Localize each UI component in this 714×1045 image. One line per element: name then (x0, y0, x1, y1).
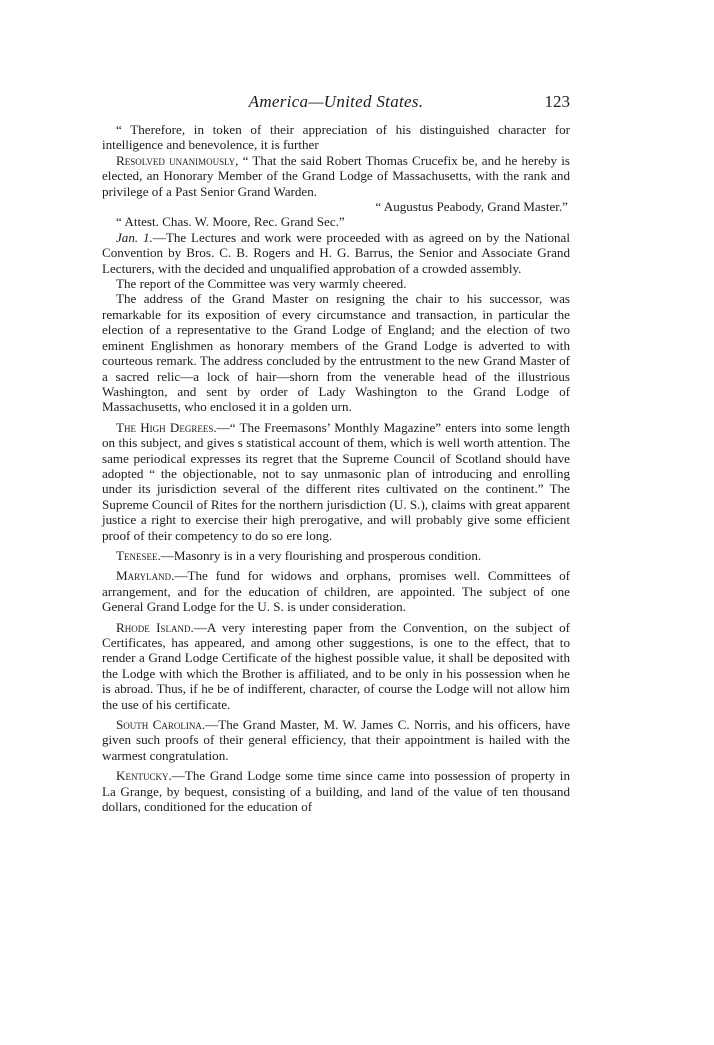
rhode-island-lead: Rhode Island. (116, 619, 194, 635)
paragraph-kentucky (102, 768, 570, 814)
paragraph-resolved (102, 153, 570, 199)
book-page (102, 92, 570, 814)
paragraph-south-carolina (102, 717, 570, 763)
kentucky-text: —The Grand Lodge some time since came into possession of property in La Grange, by bequest, consisting of a building, and land of the value of ten thousand dollars, conditioned for the education of (102, 768, 570, 815)
jan-text: —The Lectures and work were proceeded with as agreed on by the National Convention by Bros. C. B. Rogers and H. G. Barrus, the Senior and Associate Grand Lecturers, with the decided and unqualified approbation of a crowded assembly. (102, 229, 570, 276)
page-number: 123 (544, 92, 570, 111)
tenesee-text: —Masonry is in a very flourishing and prosperous condition. (160, 547, 482, 563)
paragraph-tenesee (102, 548, 570, 563)
high-degrees-text: —“ The Freemasons’ Monthly Magazine” enters into some length on this subject, and gives s statistical account of them, which is well worth attention. The same periodical expresses its regret that the Supreme Council of Scotland should have adopted “ the objectionable, not to say unmasonic plan of introducing and enrolling under its jurisdiction several of the different rites cultivated on the continent.” The Supreme Council of Rites for the northern jurisdiction (U. S.), claims with great apparent justice a right to exercise their high prerogative, and will probably give some efficient proof of their competency to do so ere long. (102, 419, 570, 543)
maryland-text: —The fund for widows and orphans, promises well. Committees of arrangement, and for the education of children, are appointed. The subject of one General Grand Lodge for the U. S. is under consideration. (102, 568, 570, 615)
jan-lead: Jan. 1. (116, 229, 153, 245)
high-degrees-lead: The High Degrees. (116, 419, 217, 435)
south-carolina-text: —The Grand Master, M. W. James C. Norris, and his officers, have given such proofs of their general efficiency, that their appointment is hailed with the warmest congratulation. (102, 717, 570, 763)
attest-line: “ Attest. Chas. W. Moore, Rec. Grand Sec.” (116, 214, 345, 230)
running-title: America—United States. (248, 92, 424, 111)
paragraph-rhode-island (102, 620, 570, 712)
running-head (102, 92, 570, 122)
paragraph-maryland (102, 568, 570, 614)
south-carolina-lead: South Carolina. (116, 717, 206, 733)
resolved-lead: Resolved unanimously, (116, 152, 239, 168)
paragraph-report: The report of the Committee was very warmly cheered. (116, 276, 407, 292)
tenesee-lead: Tenesee. (116, 547, 161, 563)
body-text (102, 122, 570, 814)
maryland-lead: Maryland. (116, 568, 175, 584)
paragraph-therefore: “ Therefore, in token of their appreciation of his distinguished character for intelligence and benevolence, it is further (102, 122, 570, 153)
rhode-island-text: —A very interesting paper from the Convention, on the subject of Certificates, has appeared, and among other suggestions, is one to the effect, that to render a Grand Lodge Certificate of the highest possible value, it shall be deposited with the Lodge with which the Brother is affiliated, and to be only in his possession when he is abroad. Thus, if he be of indifferent, character, of course the Lodge will not allow him the use of his certificate. (102, 619, 571, 712)
paragraph-address: The address of the Grand Master on resigning the chair to his successor, was remarkable for its exposition of every circumstance and transaction, in particular the election of a representative to the Grand Lodge of England; and the election of two eminent Englishmen as honorary members of the Grand Lodge is adverted to with courteous remark. The address concluded by the entrustment to the new Grand Master of a sacred relic—a lock of hair—shorn from the venerable head of the illustrious Washington, and sent by order of Lady Washington to the Grand Lodge of Massachusetts, who enclosed it in a golden urn. (102, 291, 570, 415)
resolved-text: “ That the said Robert Thomas Crucefix be, and he hereby is elected, an Honorary Member of the Grand Lodge of Massachusetts, with the rank and privilege of a Past Senior Grand Warden. (102, 152, 570, 199)
paragraph-jan (102, 230, 570, 276)
signature-line: “ Augustus Peabody, Grand Master.” (375, 199, 568, 215)
paragraph-high-degrees (102, 420, 570, 543)
kentucky-lead: Kentucky. (116, 768, 172, 784)
